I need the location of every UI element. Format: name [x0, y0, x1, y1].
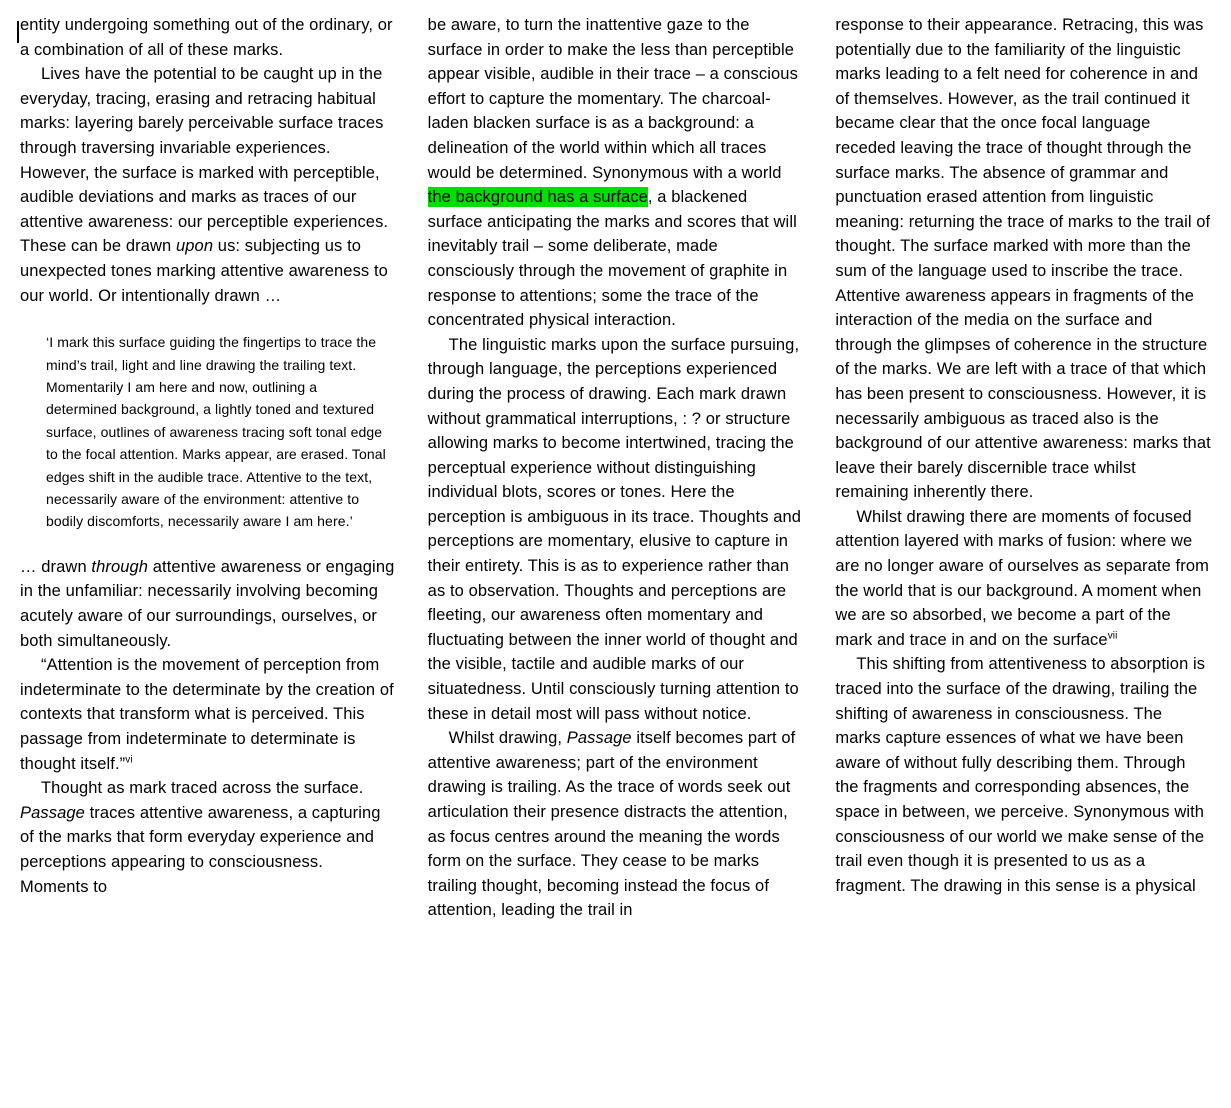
paragraph	[428, 333, 804, 727]
text-run: Passage	[566, 729, 632, 748]
text-run: entity undergoing something out of the ordinary, or a combination of all of these marks.	[20, 16, 393, 59]
text-run: … drawn	[20, 557, 92, 576]
text-run: itself becomes part of attentive awareness; part of the environment drawing is trailing. As the trace of words seek out articulation their presence distracts the attention, as focus centres around the meaning the words form on the surface. They cease to be marks trailing thought, becoming instead the focus of attention, leading the trail in	[427, 729, 796, 920]
text-run: attentive awareness or engaging in the unfamiliar: necessarily involving becoming acutely aware of our surroundings, ourselves, or both simultaneously.	[20, 557, 395, 650]
text-column-3	[835, 13, 1211, 1108]
paragraph	[20, 776, 396, 899]
text-run: “Attention is the movement of perception from indeterminate to the determinate by the creation of contexts that transform what is perceived. This passage from indeterminate to determinate is thought itself.”	[20, 656, 394, 773]
text-run: ‘I mark this surface guiding the fingertips to trace the mind’s trail, light and line drawing the trailing text. Momentarily I am here and now, outlining a determined background, a lightly toned and textured surface, outlines of awareness tracing soft tonal edge to the focal attention. Marks appear, are erased. Tonal edges shift in the audible trace. Attentive to the text, necessarily aware of the environment: attentive to bodily discomforts, necessarily aware I am here.’	[46, 334, 386, 530]
text-column-1	[20, 13, 396, 1108]
paragraph	[20, 62, 396, 308]
text-run: Thought as mark traced across the surface.	[41, 779, 364, 798]
text-cursor	[17, 21, 19, 43]
paragraph	[20, 653, 396, 776]
paragraph	[835, 652, 1211, 898]
text-run: Whilst drawing,	[448, 729, 567, 748]
text-run: traces attentive awareness, a capturing of the marks that form everyday experience and perceptions appearing to consciousness. Moments to	[20, 803, 381, 896]
text-column-2	[428, 13, 804, 1108]
text-run: This shifting from attentiveness to absorption is traced into the surface of the drawing, trailing the shifting of awareness in consciousness. The marks capture essences of what we have been aware of without fully describing them. Through the fragments and corresponding absences, the space in between, we perceive. Synonymous with consciousness of our world we make sense of the trail even though it is presented to us as a fragment. The drawing in this sense is a physical	[835, 655, 1206, 895]
paragraph	[20, 555, 396, 653]
block-quote	[46, 331, 392, 533]
text-run: Whilst drawing there are moments of focused attention layered with marks of fusion: where we are no longer aware of ourselves as separate from the world that is our background. A moment when we are so absorbed, we become a part of the mark and trace in and on the surface	[835, 507, 1209, 649]
text-run: response to their appearance. Retracing, this was potentially due to the familiarity of the linguistic marks leading to a felt need for coherence in and of themselves. However, as the trail continued it became clear that the once focal language receded leaving the trace of thought through the surface marks. The absence of grammar and punctuation erased attention from linguistic meaning: returning the trace of marks to the trail of thought. The surface marked with more than the sum of the language used to inscribe the trace. Attentive awareness appears in fragments of the interaction of the media on the surface and through the glimpses of coherence in the structure of the marks. We are left with a trace of that which has been present to consciousness. However, it is necessarily ambiguous as traced also is the background of our attentive awareness: marks that leave their barely discernible trace whilst remaining inherently there.	[835, 16, 1211, 502]
text-run: Passage	[20, 803, 85, 822]
text-run: be aware, to turn the inattentive gaze to the surface in order to make the less than perceptible appear visible, audible in their trace – a conscious effort to capture the momentary. The charcoal-laden blacken surface is as a background: a delineation of the world within which all traces would be determined. Synonymous with a world	[427, 16, 798, 182]
paragraph	[428, 726, 804, 923]
text-run: upon	[176, 237, 214, 256]
paragraph	[20, 13, 396, 62]
text-run: Lives have the potential to be caught up in the everyday, tracing, erasing and retracing habitual marks: layering barely perceivable surface traces through traversing invariable experiences. However, the surface is marked with perceptible, audible deviations and marks as traces of our attentive awareness: our perceptible experiences. These can be drawn	[20, 65, 389, 256]
paragraph	[835, 505, 1211, 653]
highlighted-text: the background has a surface	[427, 188, 648, 207]
paragraph	[428, 13, 804, 333]
text-run: us: subjecting us to unexpected tones marking attentive awareness to our world. Or intentionally drawn …	[20, 237, 388, 305]
footnote-reference: vii	[1107, 630, 1118, 642]
footnote-reference: vi	[125, 754, 133, 766]
text-run: , a blackened surface anticipating the marks and scores that will inevitably trail – some deliberate, made consciously through the movement of graphite in response to attentions; some the trace of the concentrated physical interaction.	[427, 188, 797, 330]
text-run: through	[91, 557, 149, 576]
paragraph	[835, 13, 1211, 505]
text-run: The linguistic marks upon the surface pursuing, through language, the perceptions experienced during the process of drawing. Each mark drawn without grammatical interruptions, : ? or structure allowing marks to become intertwined, tracing the perceptual experience without distinguishing individual blots, scores or tones. Here the perception is ambiguous in its trace. Thoughts and perceptions are momentary, elusive to capture in their entirety. This is as to experience rather than as to observation. Thoughts and perceptions are fleeting, our awareness often momentary and fluctuating between the inner world of thought and the visible, tactile and audible marks of our situatedness. Until consciously turning attention to these in detail most will pass without notice.	[427, 335, 802, 723]
